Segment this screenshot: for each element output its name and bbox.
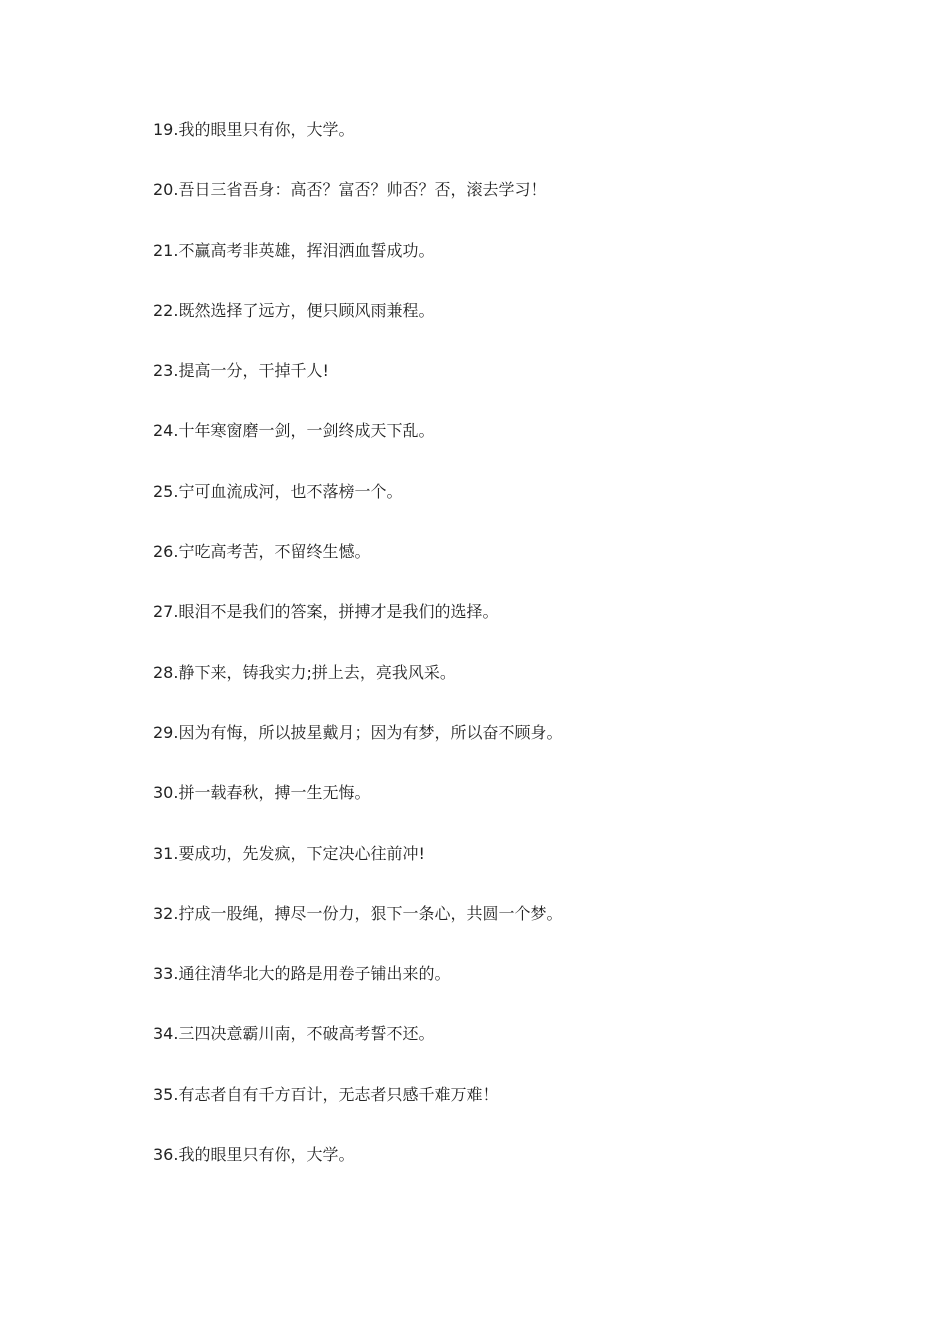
quote-line: 20.吾日三省吾身：高否？富否？帅否？否，滚去学习！ [153, 180, 547, 200]
quote-line: 33.通往清华北大的路是用卷子铺出来的。 [153, 964, 451, 984]
quote-line: 34.三四决意霸川南，不破高考誓不还。 [153, 1024, 435, 1044]
quote-line: 24.十年寒窗磨一剑，一剑终成天下乱。 [153, 421, 435, 441]
quote-list [153, 118, 562, 1203]
quote-line: 19.我的眼里只有你，大学。 [153, 120, 355, 139]
quote-line: 29.因为有悔，所以披星戴月；因为有梦，所以奋不顾身。 [153, 722, 563, 742]
quote-line: 30.拼一载春秋，搏一生无悔。 [153, 783, 371, 803]
quote-line: 27.眼泪不是我们的答案，拼搏才是我们的选择。 [153, 602, 499, 622]
quote-line: 36.我的眼里只有你，大学。 [153, 1145, 355, 1165]
quote-line: 28.静下来，铸我实力;拼上去，亮我风采。 [153, 662, 456, 682]
quote-line: 26.宁吃高考苦，不留终生憾。 [153, 542, 371, 562]
quote-line: 21.不赢高考非英雄，挥泪洒血誓成功。 [153, 240, 435, 260]
quote-line: 35.有志者自有千方百计，无志者只感千难万难！ [153, 1084, 499, 1104]
quote-line: 31.要成功，先发疯，下定决心往前冲! [153, 843, 425, 863]
quote-line: 25.宁可血流成河，也不落榜一个。 [153, 481, 403, 501]
quote-line: 22.既然选择了远方，便只顾风雨兼程。 [153, 300, 435, 320]
quote-line: 23.提高一分，干掉千人! [153, 361, 329, 381]
quote-line: 32.拧成一股绳，搏尽一份力，狠下一条心，共圆一个梦。 [153, 903, 563, 923]
